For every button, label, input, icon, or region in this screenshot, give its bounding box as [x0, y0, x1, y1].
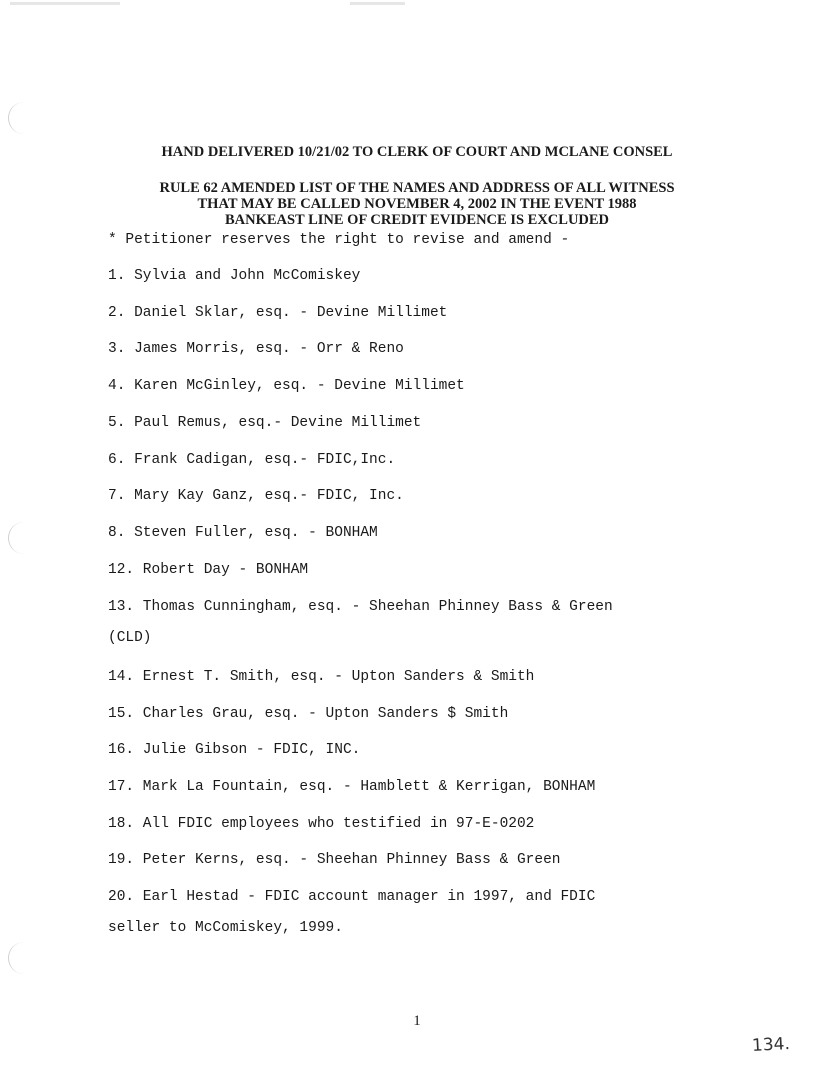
witness-item-continuation: seller to McComiskey, 1999. — [108, 920, 343, 936]
handwritten-page-number: 134. — [751, 1034, 791, 1056]
witness-item: 6. Frank Cadigan, esq.- FDIC,Inc. — [108, 452, 396, 468]
witness-item: 7. Mary Kay Ganz, esq.- FDIC, Inc. — [108, 488, 404, 504]
title-line-3: BANKEAST LINE OF CREDIT EVIDENCE IS EXCLUDED — [224, 212, 610, 228]
witness-item: 4. Karen McGinley, esq. - Devine Millimet — [108, 378, 465, 394]
witness-item: 15. Charles Grau, esq. - Upton Sanders $ Smith — [108, 706, 509, 722]
punch-hole-mark — [8, 522, 33, 554]
witness-item: 19. Peter Kerns, esq. - Sheehan Phinney Bass & Green — [108, 852, 561, 868]
punch-hole-mark — [8, 102, 33, 134]
witness-item: 13. Thomas Cunningham, esq. - Sheehan Phinney Bass & Green — [108, 599, 613, 615]
witness-item: 2. Daniel Sklar, esq. - Devine Millimet — [108, 305, 448, 321]
title-line-1: RULE 62 AMENDED LIST OF THE NAMES AND ADDRESS OF ALL WITNESS — [159, 180, 675, 196]
witness-item: 3. James Morris, esq. - Orr & Reno — [108, 341, 404, 357]
witness-item: 5. Paul Remus, esq.- Devine Millimet — [108, 415, 422, 431]
scan-artifact — [10, 2, 120, 5]
page-number: 1 — [413, 1013, 421, 1029]
witness-item: 17. Mark La Fountain, esq. - Hamblett & Kerrigan, BONHAM — [108, 779, 596, 795]
delivery-header: HAND DELIVERED 10/21/02 TO CLERK OF COURT AND MCLANE CONSEL — [161, 144, 673, 160]
witness-item-continuation: (CLD) — [108, 630, 152, 646]
scan-artifact — [350, 2, 405, 5]
title-line-2: THAT MAY BE CALLED NOVEMBER 4, 2002 IN THE EVENT 1988 — [197, 196, 637, 212]
witness-item: 12. Robert Day - BONHAM — [108, 562, 309, 578]
witness-item: 16. Julie Gibson - FDIC, INC. — [108, 742, 361, 758]
reservation-note: * Petitioner reserves the right to revise and amend - — [108, 232, 570, 248]
witness-item: 18. All FDIC employees who testified in 97-E-0202 — [108, 816, 535, 832]
witness-item: 8. Steven Fuller, esq. - BONHAM — [108, 525, 378, 541]
witness-item: 20. Earl Hestad - FDIC account manager in 1997, and FDIC — [108, 889, 596, 905]
witness-item: 14. Ernest T. Smith, esq. - Upton Sanders & Smith — [108, 669, 535, 685]
witness-item: 1. Sylvia and John McComiskey — [108, 268, 361, 284]
punch-hole-mark — [8, 942, 33, 974]
